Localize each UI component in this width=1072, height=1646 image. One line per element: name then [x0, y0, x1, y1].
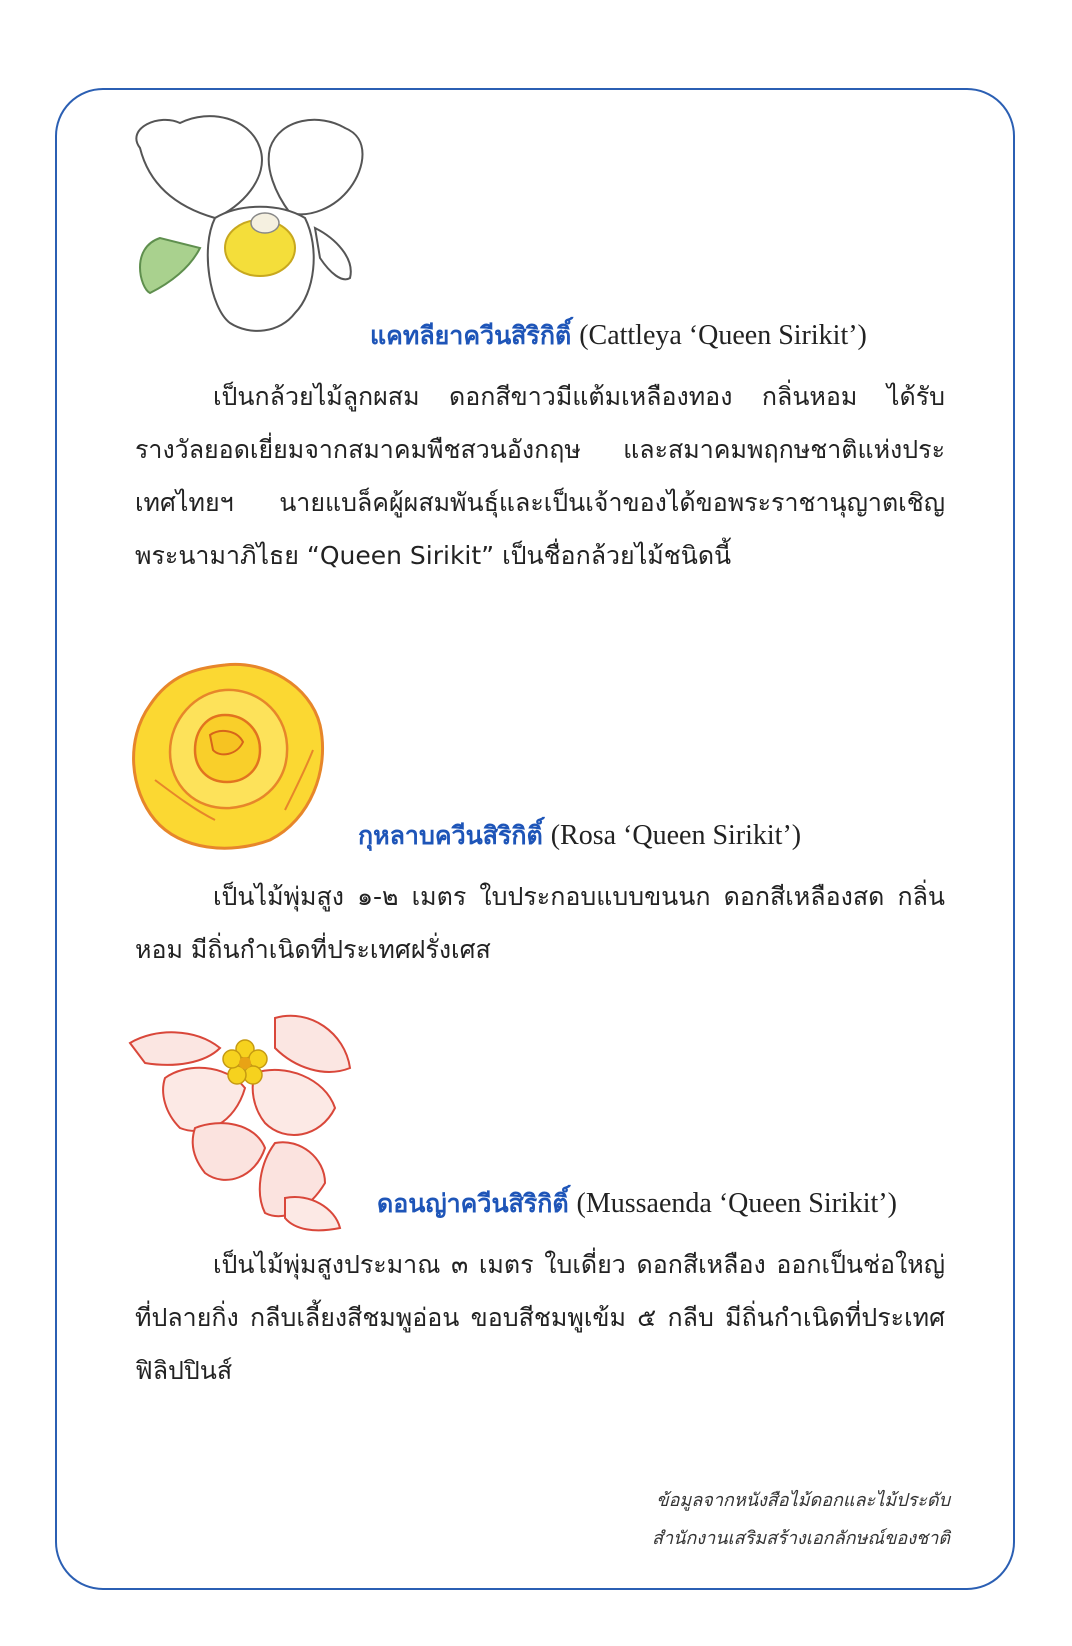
- rosa-heading: [358, 816, 801, 856]
- mussaenda-description: เป็นไม้พุ่มสูงประมาณ ๓ เมตร ใบเดี่ยว ดอกสีเหลือง ออกเป็นช่อใหญ่ที่ปลายกิ่ง กลีบเลี้ยงสีชมพูอ่อน ขอบสีชมพูเข้ม ๕ กลีบ มีถิ่นกำเนิดที่ประเทศฟิลิปปินส์: [135, 1250, 945, 1385]
- yellow-rose-icon: [125, 660, 330, 855]
- white-cattleya-orchid-icon: [120, 108, 380, 338]
- cattleya-heading: [370, 316, 867, 356]
- source-line-2: สำนักงานเสริมสร้างเอกลักษณ์ของชาติ: [652, 1528, 950, 1549]
- cattleya-thai-name: แคทลียาควีนสิริกิติ์: [370, 321, 572, 350]
- mussaenda-latin-name: (Mussaenda ‘Queen Sirikit’): [576, 1188, 897, 1219]
- source-citation: [652, 1482, 950, 1558]
- mussaenda-heading: [377, 1184, 897, 1224]
- cattleya-description: เป็นกล้วยไม้ลูกผสม ดอกสีขาวมีแต้มเหลืองทอง กลิ่นหอม ได้รับรางวัลยอดเยี่ยมจากสมาคมพืชสวนอังกฤษ และสมาคมพฤกษชาติแห่งประเทศไทยฯ นายแบล็คผู้ผสมพันธุ์และเป็นเจ้าของได้ขอพระราชานุญาตเชิญพระนามาภิไธย “Queen Sirikit” เป็นชื่อกล้วยไม้ชนิดนี้: [135, 382, 945, 570]
- rosa-description: เป็นไม้พุ่มสูง ๑-๒ เมตร ใบประกอบแบบขนนก ดอกสีเหลืองสด กลิ่นหอม มีถิ่นกำเนิดที่ประเทศฝรั่งเศส: [135, 882, 945, 964]
- pink-mussaenda-icon: [125, 1008, 365, 1233]
- cattleya-latin-name: (Cattleya ‘Queen Sirikit’): [579, 320, 867, 351]
- rosa-latin-name: (Rosa ‘Queen Sirikit’): [550, 820, 802, 851]
- source-line-1: ข้อมูลจากหนังสือไม้ดอกและไม้ประดับ: [656, 1490, 950, 1511]
- rosa-thai-name: กุหลาบควีนสิริกิติ์: [358, 821, 543, 850]
- mussaenda-thai-name: ดอนญ่าควีนสิริกิติ์: [377, 1189, 569, 1218]
